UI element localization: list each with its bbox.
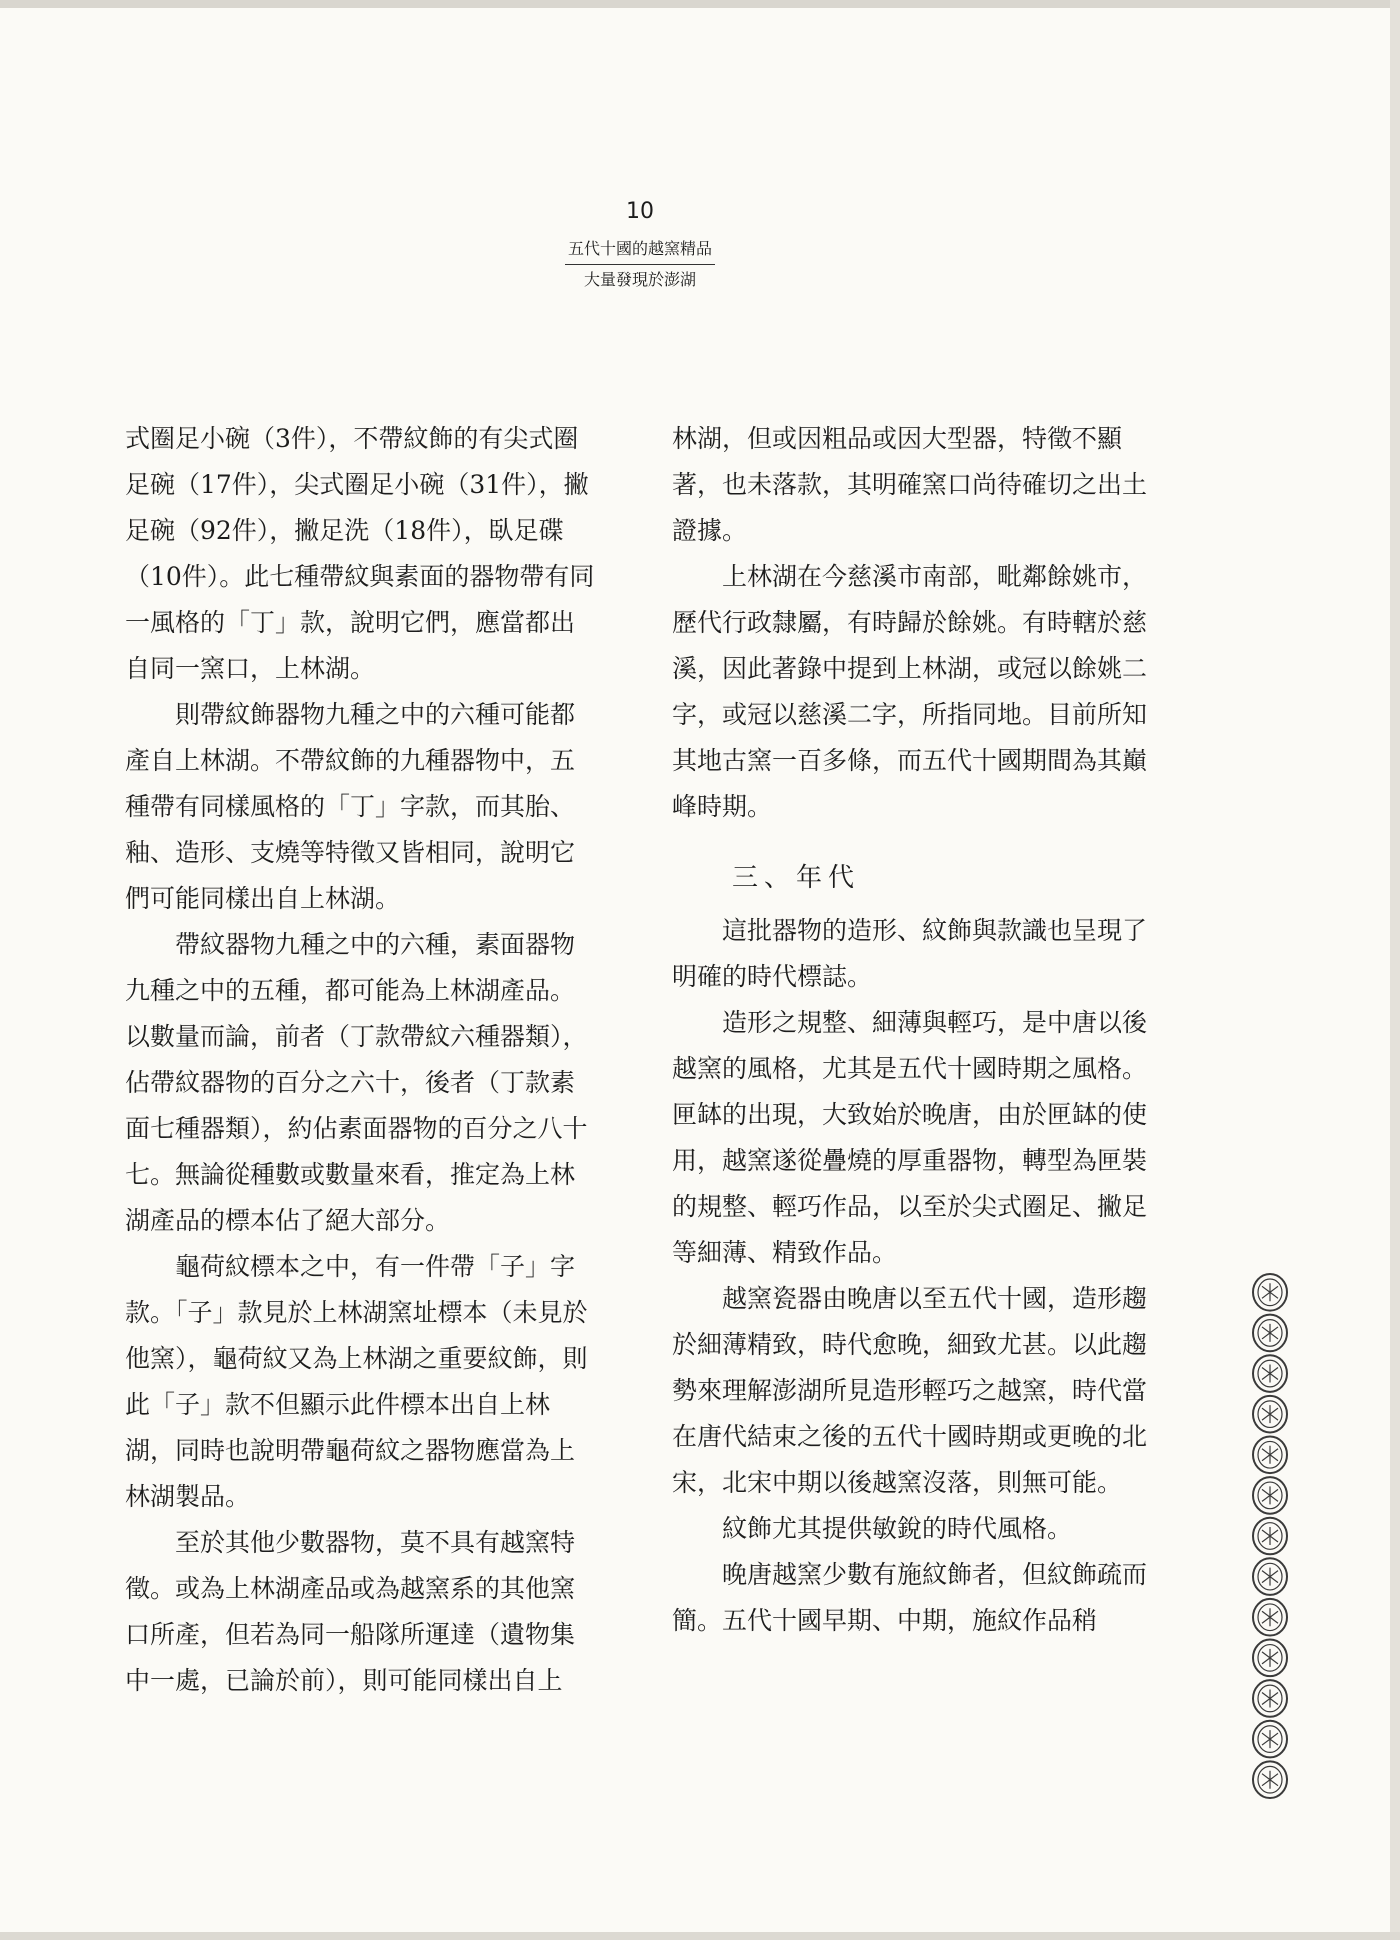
medallion-icon (1253, 1477, 1287, 1514)
medallion-icon (1253, 1721, 1287, 1758)
paragraph: 帶紋器物九種之中的六種，素面器物九種之中的五種，都可能為上林湖產品。以數量而論，前者（丁款帶紋六種器類），佔帶紋器物的百分之六十，後者（丁款素面七種器類），約佔素面器物的百分之八十七。無論從種數或數量來看，推定為上林湖產品的標本佔了絕大部分。 (125, 930, 588, 1235)
medallion-icon (1253, 1761, 1287, 1798)
paragraph: 林湖，但或因粗品或因大型器，特徵不顯著，也未落款，其明確窯口尚待確切之出土證據。 (672, 424, 1148, 545)
medallion-icon (1253, 1640, 1287, 1677)
running-title-line2: 大量發現於澎湖 (583, 270, 696, 289)
medallion-icon (1253, 1599, 1287, 1636)
left-column (125, 416, 595, 1704)
page-edge-bottom (0, 1932, 1400, 1940)
running-title-line1: 五代十國的越窯精品 (567, 239, 712, 258)
medallion-icon (1253, 1436, 1287, 1473)
page-edge-top (0, 0, 1400, 8)
paragraph: 則帶紋飾器物九種之中的六種可能都產自上林湖。不帶紋飾的九種器物中，五種帶有同樣風格的「丁」字款，而其胎、釉、造形、支燒等特徵又皆相同，說明它們可能同樣出自上林湖。 (125, 700, 576, 913)
paragraph: 晚唐越窯少數有施紋飾者，但紋飾疏而簡。五代十國早期、中期，施紋作品稍 (672, 1560, 1148, 1635)
paragraph: 造形之規整、細薄與輕巧，是中唐以後越窯的風格，尤其是五代十國時期之風格。匣缽的出現，大致始於晚唐，由於匣缽的使用，越窯遂從疊燒的厚重器物，轉型為匣裝的規整、輕巧作品，以至於尖式圈足、撇足等細薄、精致作品。 (672, 1008, 1148, 1267)
page-header (520, 198, 760, 291)
medallion-icon (1253, 1315, 1287, 1352)
medallion-icon (1253, 1274, 1287, 1311)
paragraph: 龜荷紋標本之中，有一件帶「子」字款。「子」款見於上林湖窯址標本（未見於他窯），龜荷紋又為上林湖之重要紋飾，則此「子」款不但顯示此件標本出自上林湖，同時也說明帶龜荷紋之器物應當為上林湖製品。 (125, 1252, 588, 1511)
page-edge-right (1390, 0, 1400, 1940)
paragraph: 至於其他少數器物，莫不具有越窯特徵。或為上林湖產品或為越窯系的其他窯口所產，但若為同一船隊所運達（遺物集中一處，已論於前），則可能同樣出自上 (125, 1528, 576, 1695)
medallion-icon (1253, 1518, 1287, 1555)
right-column (672, 416, 1150, 1644)
medallion-icon (1253, 1396, 1287, 1433)
medallion-icon (1253, 1558, 1287, 1595)
page-number: 10 (626, 199, 654, 224)
paragraph: 越窯瓷器由晚唐以至五代十國，造形趨於細薄精致，時代愈晚，細致尤甚。以此趨勢來理解澎湖所見造形輕巧之越窯，時代當在唐代結束之後的五代十國時期或更晚的北宋，北宋中期以後越窯沒落，則無可能。 (672, 1284, 1148, 1497)
paragraph: 上林湖在今慈溪市南部，毗鄰餘姚市，歷代行政隸屬，有時歸於餘姚。有時轄於慈溪，因此著錄中提到上林湖，或冠以餘姚二字，或冠以慈溪二字，所指同地。目前所知其地古窯一百多條，而五代十國期間為其巔峰時期。 (672, 562, 1148, 821)
paragraph: 這批器物的造形、紋飾與款識也呈現了明確的時代標誌。 (672, 916, 1148, 991)
paragraph: 式圈足小碗（3件），不帶紋飾的有尖式圈足碗（17件），尖式圈足小碗（31件），撇足碗（92件），撇足洗（18件），臥足碟（10件）。此七種帶紋與素面的器物帶有同一風格的「丁」款，說明它們，應當都出自同一窯口，上林湖。 (125, 424, 595, 683)
decorative-medallion-strip (1248, 1272, 1292, 1800)
section-heading: 三、年代 (732, 863, 861, 893)
medallion-icon (1253, 1680, 1287, 1717)
paragraph: 紋飾尤其提供敏銳的時代風格。 (722, 1514, 1073, 1543)
header-rule (565, 264, 715, 265)
medallion-icon (1253, 1355, 1287, 1392)
